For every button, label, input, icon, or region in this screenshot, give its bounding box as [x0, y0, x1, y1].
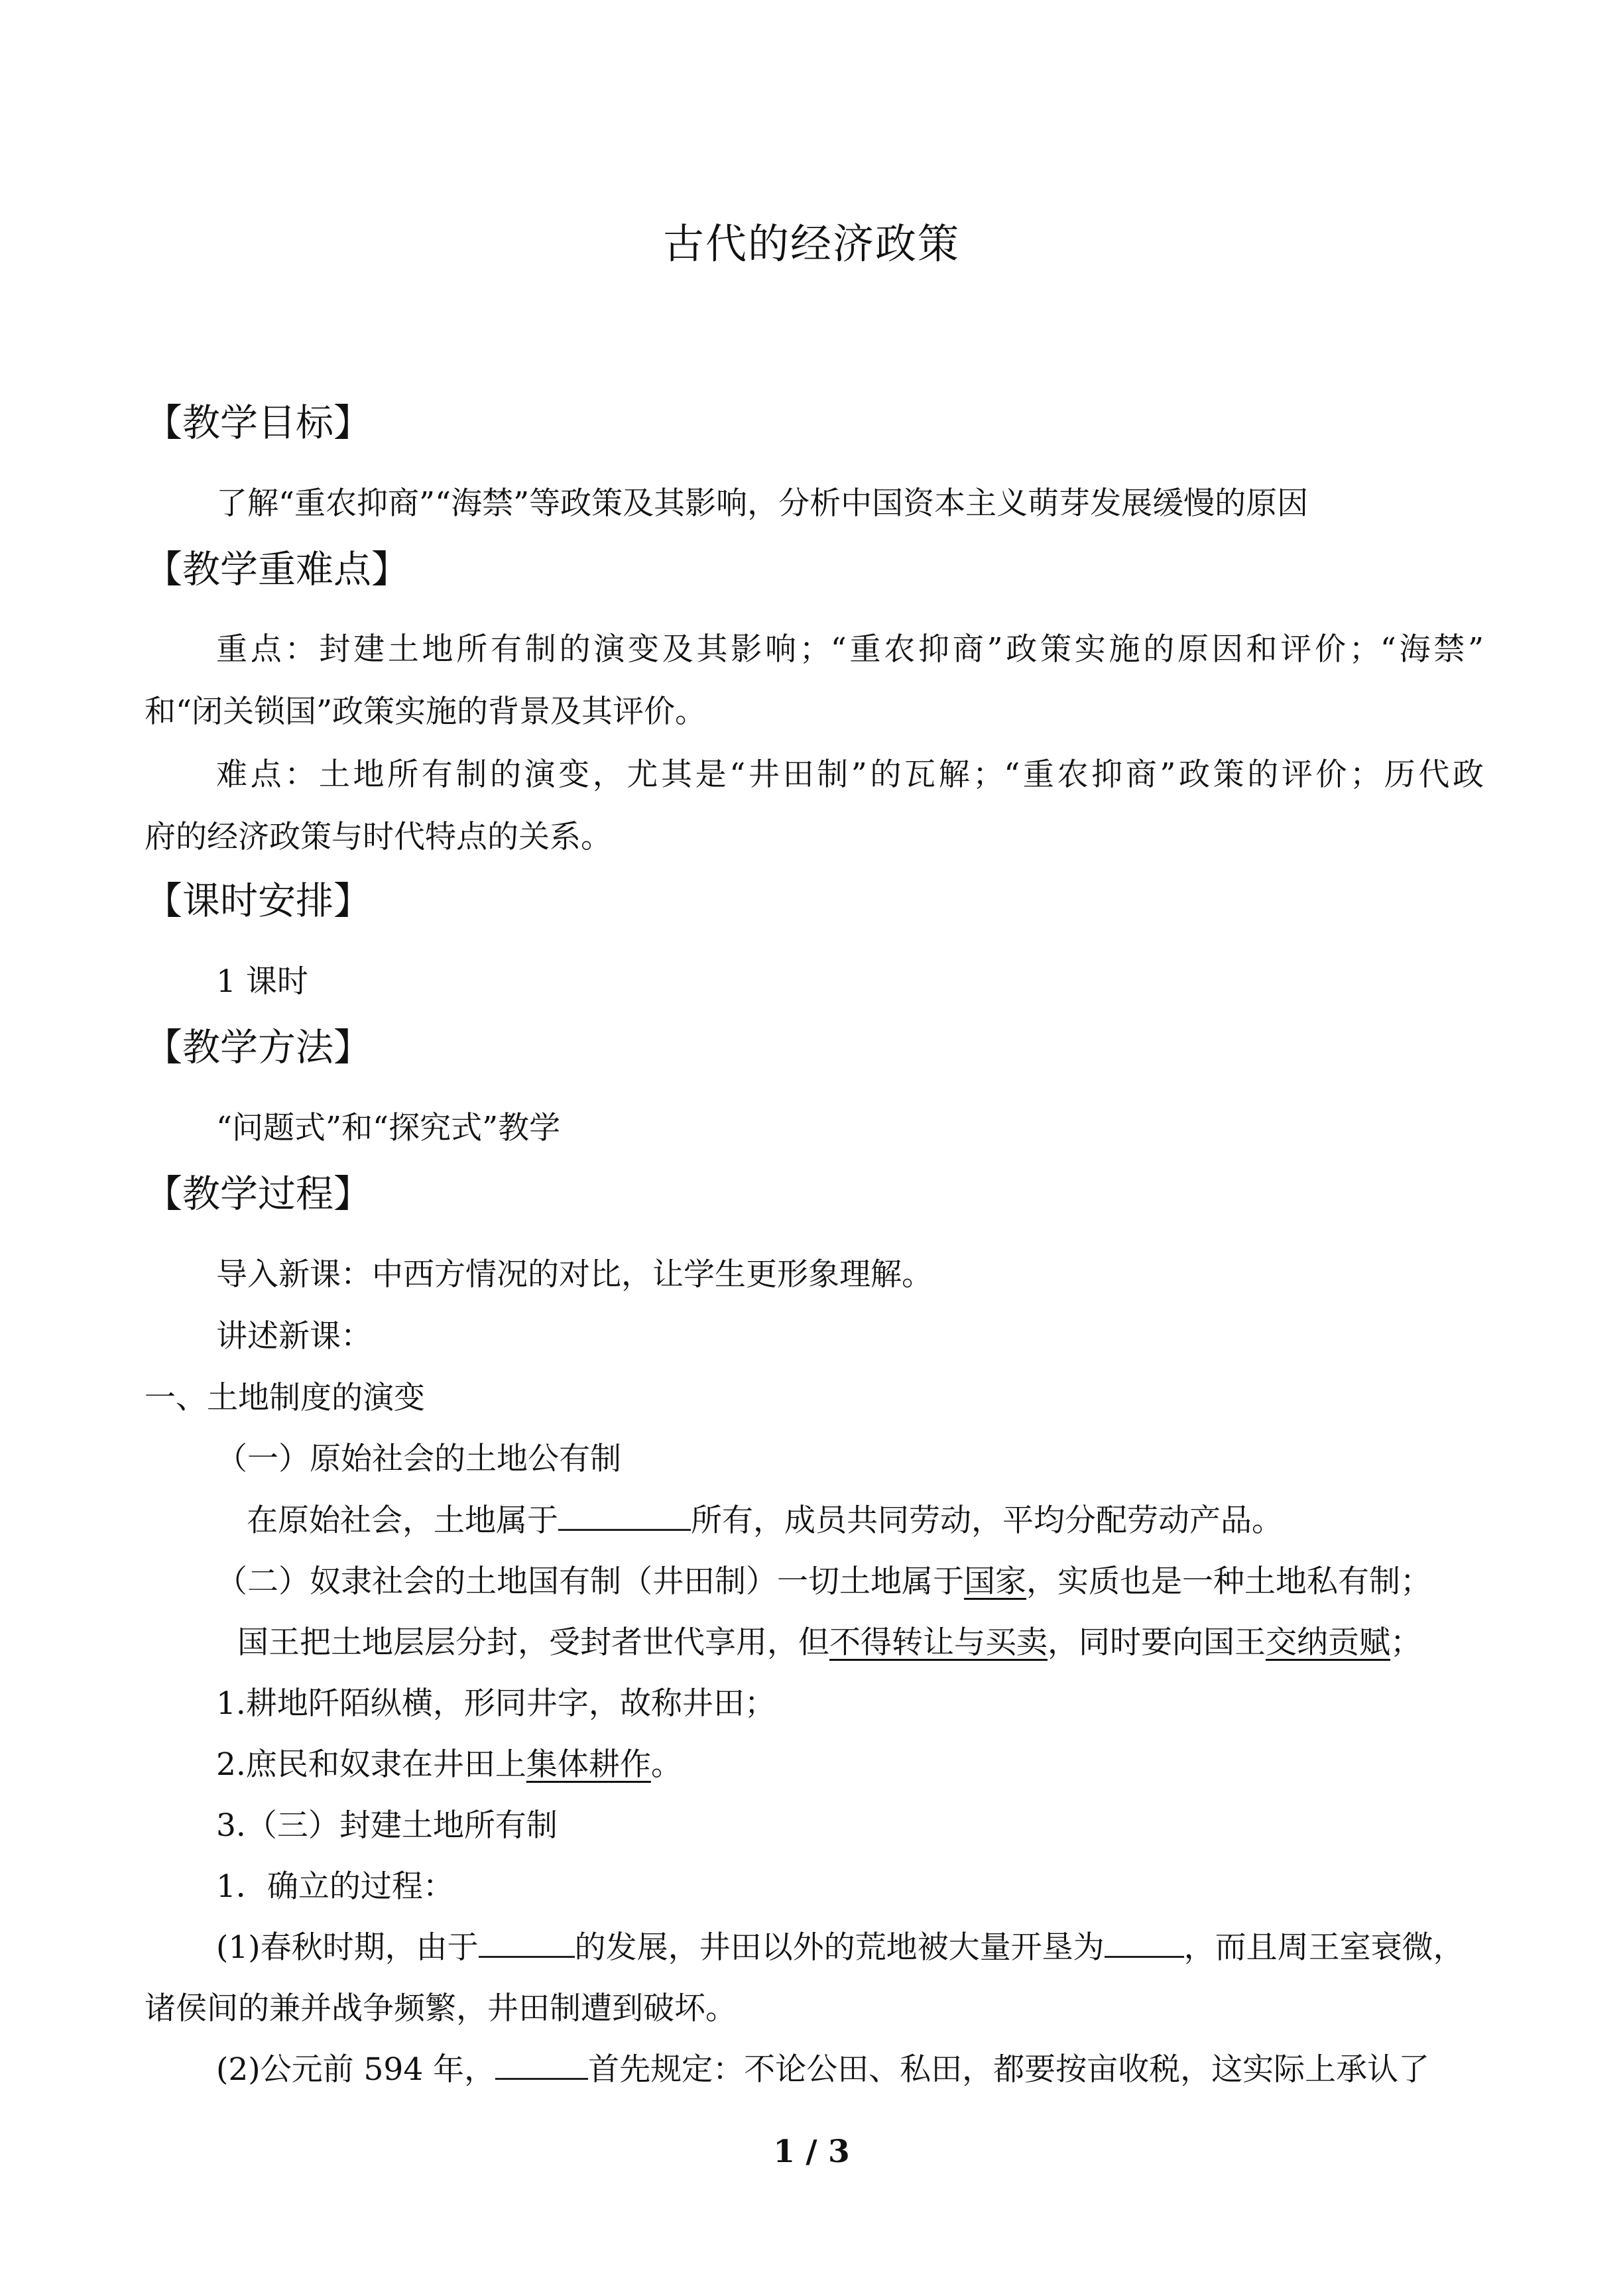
establish-title: 1．确立的过程：	[216, 1868, 454, 1905]
document-title: 古代的经济政策	[662, 219, 960, 268]
heading-method: 【教学方法】	[145, 1026, 371, 1069]
sub1-title: （一）原始社会的土地公有制	[216, 1441, 621, 1477]
focus-line-2: 和“闭关锁国”政策实施的背景及其评价。	[145, 694, 707, 730]
point-1-line-2: 诸侯间的兼并战争频繁，井田制遭到破坏。	[145, 1990, 737, 2027]
point-2-line-1: (2)公元前 594 年， 首先规定：不论公田、私田，都要按亩收税，这实际上承认了	[216, 2045, 1429, 2089]
heading-schedule: 【课时安排】	[145, 879, 371, 923]
method-text: “问题式”和“探究式”教学	[216, 1110, 561, 1146]
schedule-text: 1 课时	[216, 963, 308, 1000]
part1-title: 一、土地制度的演变	[145, 1380, 425, 1416]
difficulty-line-1: 难点：土地所有制的演变，尤其是“井田制”的瓦解；“重农抑商”政策的评价；历代政	[216, 756, 1484, 793]
goals-text: 了解“重农抑商”“海禁”等政策及其影响，分析中国资本主义萌芽发展缓慢的原因	[216, 485, 1309, 522]
heading-goals: 【教学目标】	[145, 401, 371, 445]
item-2: 2.庶民和奴隶在井田上集体耕作。	[216, 1746, 682, 1783]
item-1: 1.耕地阡陌纵横，形同井字，故称井田；	[216, 1685, 776, 1722]
lecture-text: 讲述新课：	[216, 1318, 372, 1355]
fill-blank[interactable]	[558, 1500, 691, 1531]
fill-blank[interactable]	[495, 2049, 588, 2080]
sub1-text: 在原始社会，土地属于 所有，成员共同劳动，平均分配劳动产品。	[247, 1496, 1283, 1540]
difficulty-line-2: 府的经济政策与时代特点的关系。	[145, 819, 612, 855]
fill-blank[interactable]	[479, 1927, 575, 1958]
sub2-line-1: （二）奴隶社会的土地国有制（井田制）一切土地属于国家，实质也是一种土地私有制；	[216, 1563, 1431, 1600]
heading-process: 【教学过程】	[145, 1172, 371, 1216]
point-1-line-1: (1)春秋时期，由于 的发展，井田以外的荒地被大量开垦为 ，而且周王室衰微，	[216, 1923, 1465, 1967]
item-3: 3.（三）封建土地所有制	[216, 1807, 558, 1844]
page-number: 1 / 3	[773, 2134, 850, 2170]
fill-blank[interactable]	[1105, 1927, 1184, 1958]
sub2-line-2: 国王把土地层层分封，受封者世代享用，但不得转让与买卖，同时要向国王交纳贡赋；	[237, 1624, 1421, 1661]
heading-key-points: 【教学重难点】	[145, 548, 409, 591]
intro-text: 导入新课：中西方情况的对比，让学生更形象理解。	[216, 1256, 933, 1293]
focus-line-1: 重点：封建土地所有制的演变及其影响；“重农抑商”政策实施的原因和评价；“海禁”	[216, 631, 1484, 668]
